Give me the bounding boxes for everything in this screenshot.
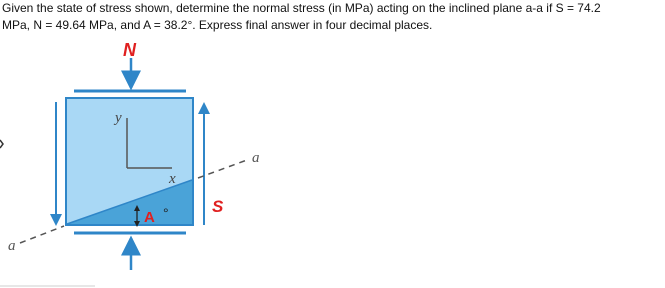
plane-label-a-left: a <box>8 238 16 254</box>
degree-symbol: ° <box>163 205 169 221</box>
question-line-1: Given the state of stress shown, determine the normal stress (in MPa) acting on the inclined plane a-a if S = 74.2 <box>2 1 601 15</box>
label-n: N <box>123 40 136 60</box>
bottom-normal-arrow <box>74 233 186 270</box>
label-angle-a: A <box>144 209 155 226</box>
left-edge-mark <box>0 140 3 148</box>
question-line-2: MPa, N = 49.64 MPa, and A = 38.2°. Express final answer in four decimal places. <box>2 18 433 32</box>
axis-y-label: y <box>115 110 122 126</box>
plane-label-a-right: a <box>252 150 260 166</box>
top-normal-arrow <box>74 58 186 91</box>
plane-dash-right <box>198 160 247 178</box>
axis-x-label: x <box>169 171 176 187</box>
plane-dash-left <box>20 226 64 243</box>
label-s: S <box>212 197 224 216</box>
